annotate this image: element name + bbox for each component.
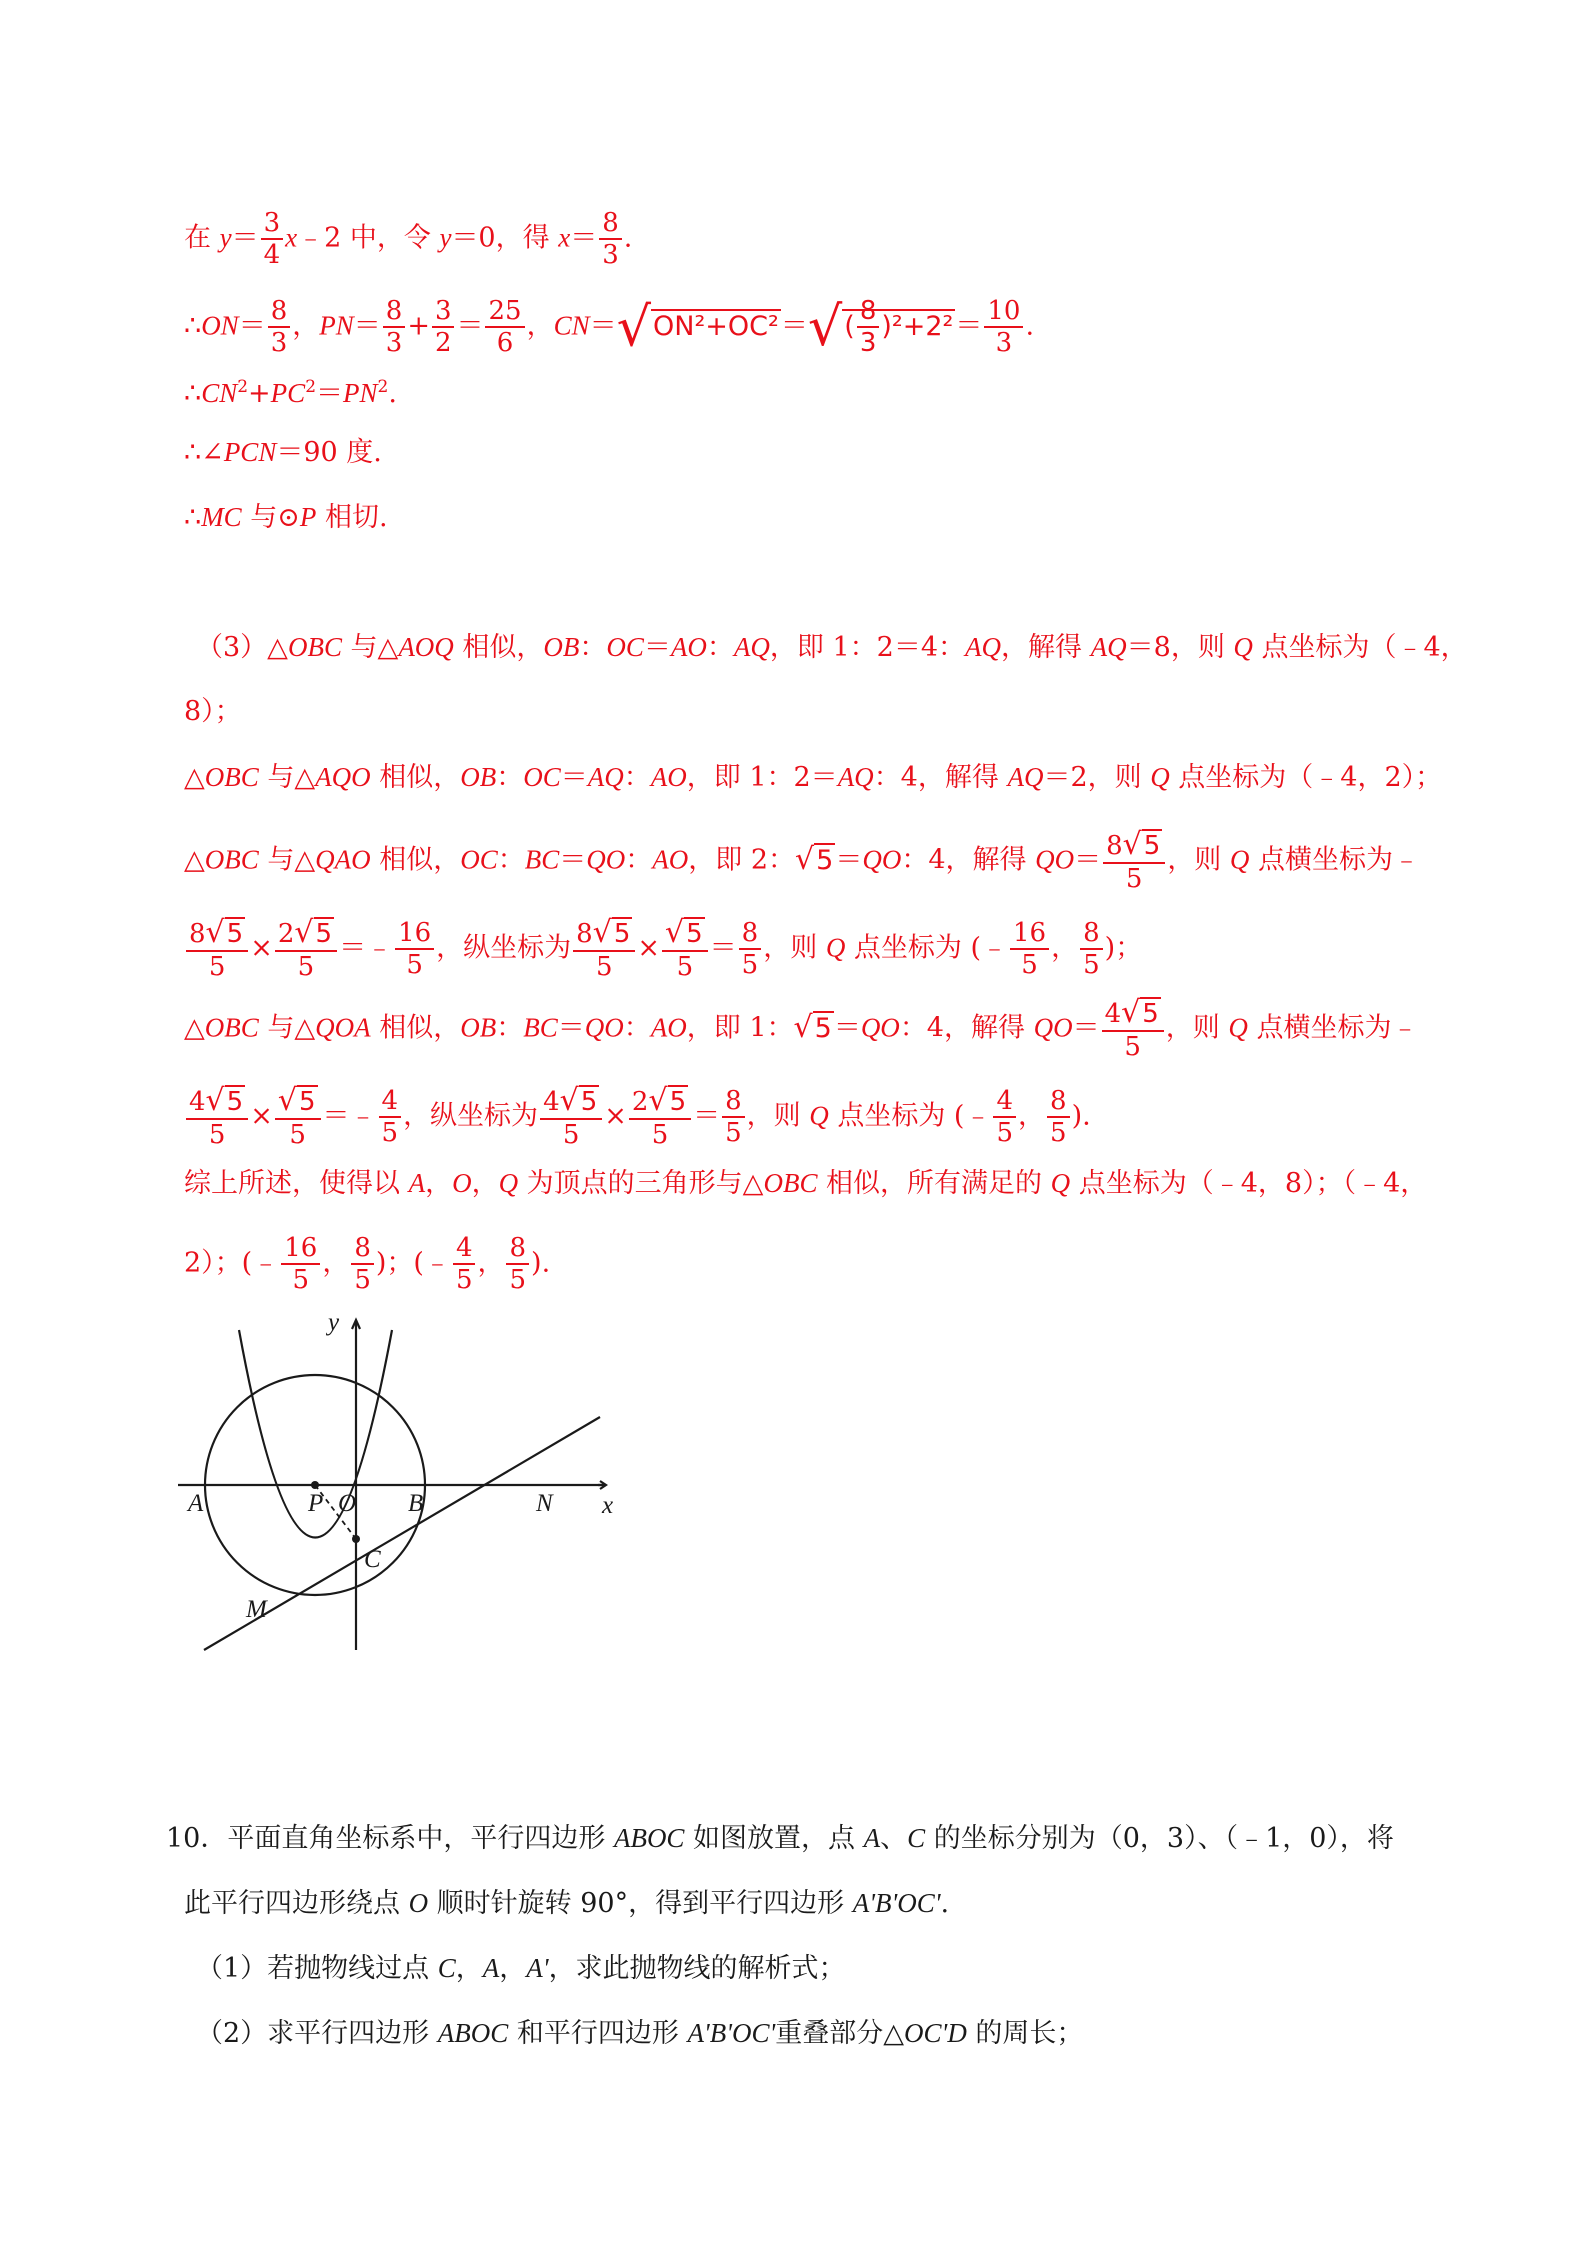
label-x: x xyxy=(602,1492,614,1519)
sol2-line4: ∴∠PCN＝90 度. xyxy=(184,437,382,468)
fraction: $\frac{4√5}{5}$ xyxy=(186,1086,248,1148)
radical: √( $\frac{8}{3}$ )²+2² xyxy=(807,295,954,358)
parabola-circle-figure xyxy=(176,1305,636,1665)
fraction: $\frac{8}{5}$ xyxy=(1080,920,1103,978)
radical: √5 xyxy=(795,841,834,877)
fraction: $\frac{8}{5}$ xyxy=(506,1235,529,1293)
sol2-line3: $\therefore CN^2+PC^2=PN^2$. xyxy=(184,377,397,409)
fraction: $\frac{3}{2}$ xyxy=(432,298,455,356)
x-axis-arrow xyxy=(598,1481,606,1489)
fraction: $\frac{3}{4}$ xyxy=(261,210,284,268)
fraction: $\frac{4√5}{5}$ xyxy=(540,1086,602,1148)
fraction: $\frac{8}{3}$ xyxy=(268,298,291,356)
sol2-line5: ∴MC 与⊙P 相切. xyxy=(184,502,388,533)
fraction: $\frac{4}{5}$ xyxy=(453,1235,476,1293)
fraction: $\frac{8}{3}$ xyxy=(857,298,880,356)
sol3-line7: $\frac{4√5}{5}$ × $\frac{√5}{5}$ ＝﹣ $\frac{4}{5}$ ，纵坐标为 $\frac{4√5}{5}$ × $\frac{2√5}{5}$ ＝ $\frac{8}{5}$ ，则 Q 点坐标为 (﹣ $\frac{4}{5}$ ， $\frac{8}{5}$ ). xyxy=(184,1086,1091,1148)
label-b: B xyxy=(408,1490,424,1517)
sol3-line3: △OBC 与△AQO 相似，OB：OC＝AQ：AO，即 1：2＝AQ：4，解得 AQ＝2，则 Q 点坐标为（﹣4，2）； xyxy=(184,762,1443,793)
fraction: $\frac{4}{5}$ xyxy=(993,1088,1016,1146)
sol3-line9: 2）；(﹣ $\frac{16}{5}$ ， $\frac{8}{5}$ )；(﹣ $\frac{4}{5}$ ， $\frac{8}{5}$ ). xyxy=(184,1233,551,1295)
fraction: $\frac{16}{5}$ xyxy=(1010,920,1049,978)
sol3-line8: 综上所述，使得以 A，O，Q 为顶点的三角形与△OBC 相似，所有满足的 Q 点坐标为（﹣4，8）；（﹣4， xyxy=(184,1168,1428,1199)
fraction: $\frac{√5}{5}$ xyxy=(662,918,708,980)
fraction: $\frac{8}{5}$ xyxy=(722,1088,745,1146)
sol2-line1: 在 y＝ $\frac{3}{4}$ x﹣2 中，令 y＝0，得 x＝ $\frac{8}{3}$ . xyxy=(184,208,633,270)
sol3-line1: （3）△OBC 与△AOQ 相似，OB：OC＝AO：AQ，即 1：2＝4：AQ，解得 AQ＝8，则 Q 点坐标为（﹣4， xyxy=(196,632,1468,663)
point-c xyxy=(352,1535,360,1543)
sol3-line2: 8）； xyxy=(184,696,242,727)
fraction: $\frac{8}{3}$ xyxy=(383,298,406,356)
q10-line2: 此平行四边形绕点 O 顺时针旋转 90°，得到平行四边形 A'B'OC'. xyxy=(184,1888,950,1919)
fraction: $\frac{8}{5}$ xyxy=(1047,1088,1070,1146)
sol3-line6: △OBC 与△QOA 相似，OB：BC＝QO：AO，即 1：√5＝QO：4，解得 QO＝ $\frac{4√5}{5}$ ，则 Q 点横坐标为﹣ xyxy=(184,995,1419,1062)
label-y: y xyxy=(328,1309,340,1336)
fraction: $\frac{16}{5}$ xyxy=(395,920,434,978)
fraction: $\frac{8}{5}$ xyxy=(351,1235,374,1293)
fraction: $\frac{√5}{5}$ xyxy=(275,1086,321,1148)
label-n: N xyxy=(536,1490,553,1517)
fraction: $\frac{4}{5}$ xyxy=(379,1088,402,1146)
fraction: $\frac{10}{3}$ xyxy=(984,298,1023,356)
q10-line1: 10．平面直角坐标系中，平行四边形 ABOC 如图放置，点 A、C 的坐标分别为（0，3）、（﹣1，0），将 xyxy=(166,1823,1394,1854)
fraction: $\frac{8}{5}$ xyxy=(739,920,762,978)
q10-line3: （1）若抛物线过点 C，A，A'，求此抛物线的解析式； xyxy=(196,1953,846,1984)
fraction: $\frac{8√5}{5}$ xyxy=(186,918,248,980)
label-p: P xyxy=(308,1490,324,1517)
fraction: $\frac{4√5}{5}$ xyxy=(1102,998,1164,1060)
fraction: $\frac{8√5}{5}$ xyxy=(573,918,635,980)
point-p xyxy=(311,1481,319,1489)
fraction: $\frac{8}{3}$ xyxy=(599,210,622,268)
label-o: O xyxy=(338,1490,357,1517)
label-c: C xyxy=(364,1546,381,1573)
fraction: $\frac{8√5}{5}$ xyxy=(1103,830,1165,892)
radical: √ON²+OC² xyxy=(616,295,779,358)
radical: √5 xyxy=(793,1009,832,1045)
sol3-line4: △OBC 与△QAO 相似，OC：BC＝QO：AO，即 2：√5＝QO：4，解得 QO＝ $\frac{8√5}{5}$ ，则 Q 点横坐标为﹣ xyxy=(184,827,1420,894)
fraction: $\frac{2√5}{5}$ xyxy=(275,918,337,980)
sol3-line5: $\frac{8√5}{5}$ × $\frac{2√5}{5}$ ＝﹣ $\frac{16}{5}$ ，纵坐标为 $\frac{8√5}{5}$ × $\frac{√5}{5}$ ＝ $\frac{8}{5}$ ，则 Q 点坐标为 (﹣ $\frac{16}{5}$ ， $\frac{8}{5}$ )； xyxy=(184,918,1142,980)
fraction: $\frac{16}{5}$ xyxy=(281,1235,320,1293)
sol2-line2: ∴ON＝ $\frac{8}{3}$ ，PN＝ $\frac{8}{3}$ + $\frac{3}{2}$ ＝ $\frac{25}{6}$ ，CN＝√ON²+OC²＝√( $\frac{8}{3}$ )²+2²＝ $\frac{10}{3}$ . xyxy=(184,295,1035,358)
fraction: $\frac{2√5}{5}$ xyxy=(629,1086,691,1148)
label-m: M xyxy=(246,1596,267,1623)
label-a: A xyxy=(188,1490,204,1517)
q10-line4: （2）求平行四边形 ABOC 和平行四边形 A'B'OC'重叠部分△OC'D 的周长； xyxy=(196,2018,1084,2049)
fraction: $\frac{25}{6}$ xyxy=(485,298,524,356)
